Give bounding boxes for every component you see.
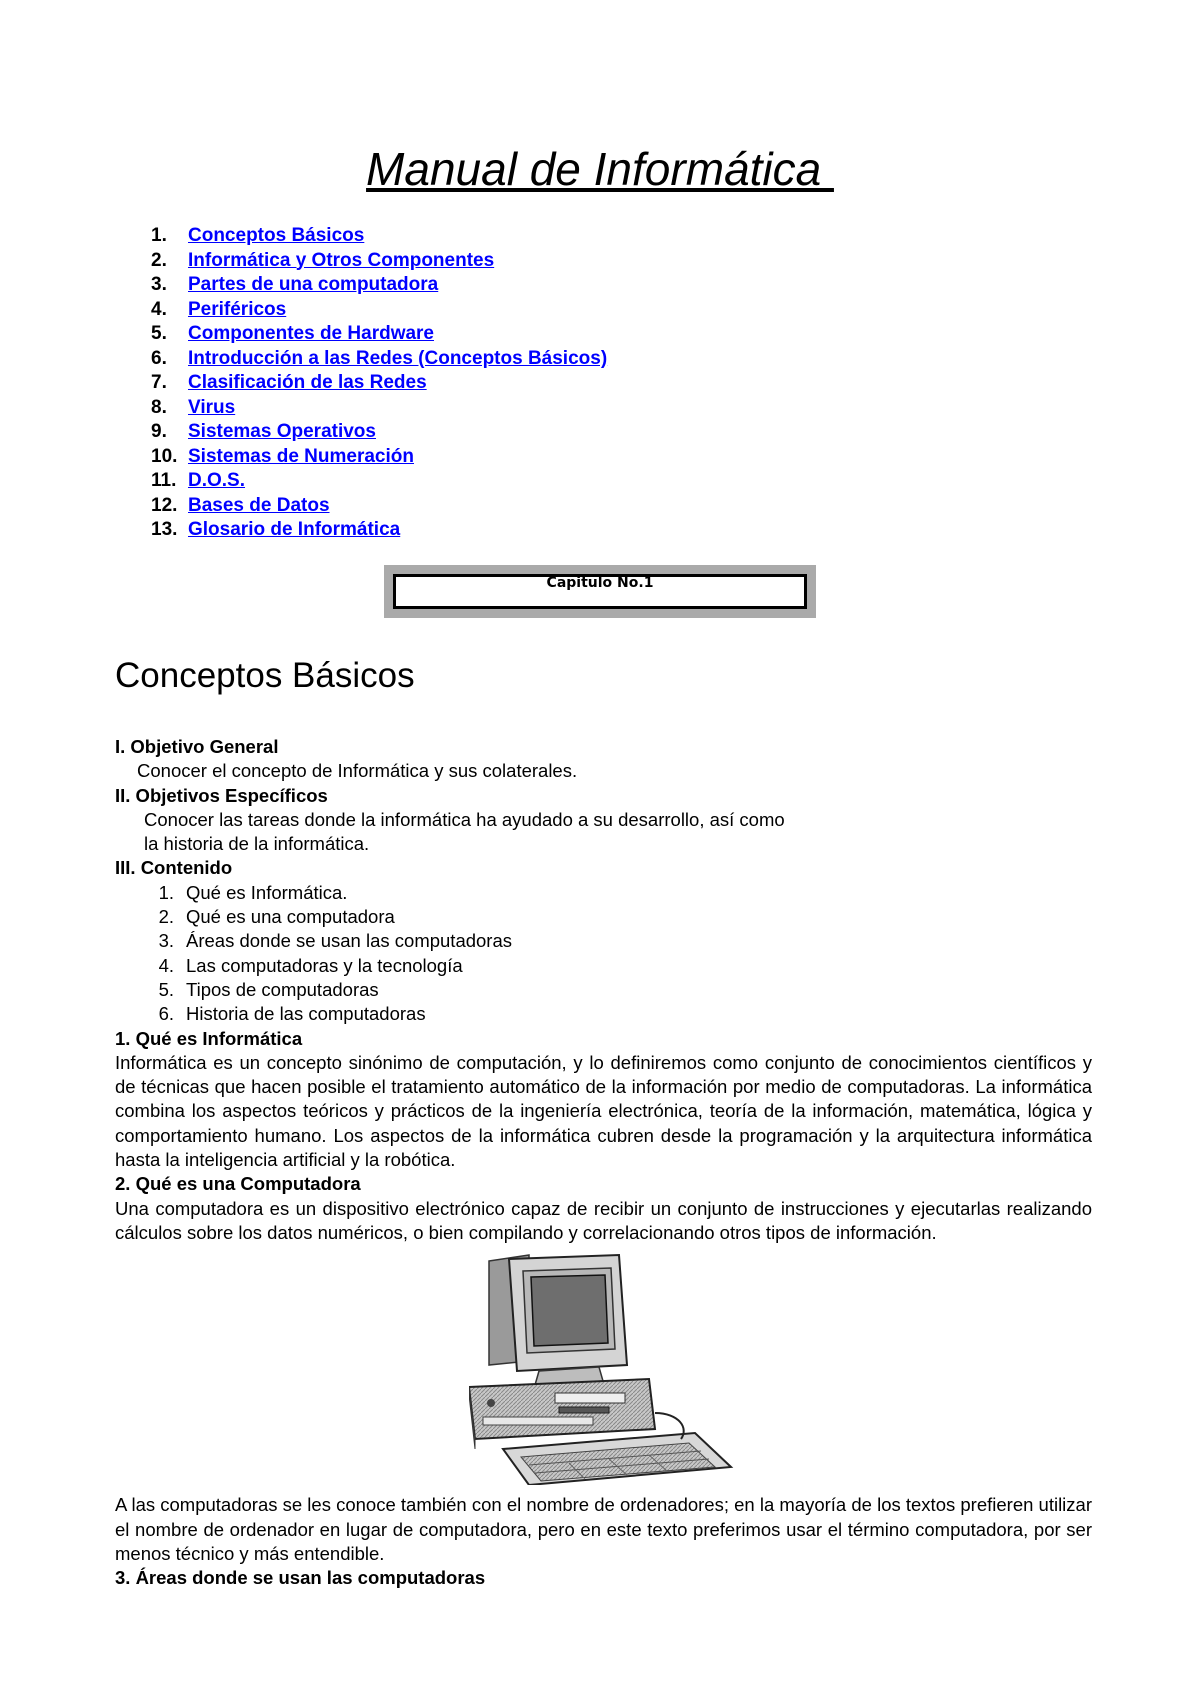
toc-link-virus[interactable]: Virus xyxy=(188,396,236,418)
toc-link-componentes-hardware[interactable]: Componentes de Hardware xyxy=(188,323,434,344)
chapter-frame-inner xyxy=(393,574,807,609)
toc-number: 5. xyxy=(151,323,167,344)
toc-item xyxy=(151,224,607,249)
toc-number: 1. xyxy=(151,225,167,246)
toc-number: 10. xyxy=(151,445,178,467)
toc-number: 2. xyxy=(151,249,167,271)
toc-number: 6. xyxy=(151,347,167,369)
section-2-paragraph: Una computadora es un dispositivo electrónico capaz de recibir un conjunto de instrucciones y ejecutarlas realizando cálculos sobre los datos numéricos, o bien compilando y correlacionando otros tipos de información. xyxy=(115,1197,1092,1243)
toc-link-clasificacion-redes[interactable]: Clasificación de las Redes xyxy=(188,372,427,393)
toc-link-informatica-componentes[interactable]: Informática y Otros Componentes xyxy=(188,249,495,271)
document-body xyxy=(115,735,1092,1590)
section-1-paragraph: Informática es un concepto sinónimo de computación, y lo definiremos como conjunto de conocimientos científicos y de técnicas que hacen posible el tratamiento automático de la información por medio de computadoras. La informática combina los aspectos teóricos y prácticos de la ingeniería electrónica, teoría de la información, matemática, lógica y comportamiento humano. Los aspectos de la informática cubren desde la programación y la arquitectura informática hasta la inteligencia artificial y la robótica. xyxy=(115,1051,1092,1171)
toc-number: 9. xyxy=(151,421,167,442)
toc-link-glosario[interactable]: Glosario de Informática xyxy=(188,519,401,540)
objetivo-general-heading: I. Objetivo General xyxy=(115,736,279,757)
toc-item xyxy=(151,322,607,347)
toc-item xyxy=(151,249,607,274)
list-number: 6. xyxy=(158,1003,174,1025)
toc-item xyxy=(151,347,607,372)
objetivos-especificos-line: Conocer las tareas donde la informática ha ayudado a su desarrollo, así como xyxy=(144,808,785,830)
toc-link-perifericos[interactable]: Periféricos xyxy=(188,298,287,320)
list-item xyxy=(143,1002,1092,1026)
toc-item xyxy=(151,445,607,470)
toc-item xyxy=(151,469,607,494)
objetivos-especificos-line: la historia de la informática. xyxy=(144,833,370,855)
chapter-label: Capitulo No.1 xyxy=(546,575,654,591)
list-text: Qué es Informática. xyxy=(186,881,348,903)
toc-number: 13. xyxy=(151,519,178,540)
list-text: Las computadoras y la tecnología xyxy=(186,954,463,976)
list-text: Historia de las computadoras xyxy=(186,1003,426,1025)
toc-link-conceptos-basicos[interactable]: Conceptos Básicos xyxy=(188,225,365,246)
list-text: Tipos de computadoras xyxy=(186,978,379,1000)
toc-item xyxy=(151,371,607,396)
list-number: 2. xyxy=(158,906,174,928)
toc-link-introduccion-redes[interactable]: Introducción a las Redes (Conceptos Básicos) xyxy=(188,347,608,369)
toc-item xyxy=(151,518,607,543)
toc-number: 7. xyxy=(151,372,167,393)
toc-number: 12. xyxy=(151,494,178,516)
toc-number: 3. xyxy=(151,274,167,295)
list-number: 4. xyxy=(158,954,174,976)
contenido-list xyxy=(115,881,1092,1027)
section-heading: Conceptos Básicos xyxy=(115,656,415,695)
list-text: Áreas donde se usan las computadoras xyxy=(186,930,513,952)
table-of-contents xyxy=(151,224,607,543)
objetivos-especificos-heading: II. Objetivos Específicos xyxy=(115,784,328,806)
toc-link-sistemas-numeracion[interactable]: Sistemas de Numeración xyxy=(188,445,414,467)
toc-link-partes-computadora[interactable]: Partes de una computadora xyxy=(188,274,439,295)
desktop-computer-illustration-icon xyxy=(469,1253,739,1485)
chapter-frame xyxy=(384,565,816,618)
section-3-heading: 3. Áreas donde se usan las computadoras xyxy=(115,1567,486,1589)
toc-link-sistemas-operativos[interactable]: Sistemas Operativos xyxy=(188,421,376,442)
list-number: 5. xyxy=(158,978,174,1000)
objetivo-general-text: Conocer el concepto de Informática y sus colaterales. xyxy=(137,760,578,782)
toc-item xyxy=(151,273,607,298)
toc-item xyxy=(151,396,607,421)
list-item xyxy=(143,978,1092,1002)
toc-number: 11. xyxy=(151,470,177,491)
toc-item xyxy=(151,494,607,519)
section-2-heading: 2. Qué es una Computadora xyxy=(115,1173,361,1195)
list-item xyxy=(143,954,1092,978)
list-item xyxy=(143,929,1092,953)
list-item xyxy=(143,881,1092,905)
contenido-heading: III. Contenido xyxy=(115,857,233,879)
computer-figure xyxy=(115,1245,1092,1493)
document-title: Manual de Informática xyxy=(366,143,834,195)
section-2-paragraph-continued: A las computadoras se les conoce también con el nombre de ordenadores; en la mayoría de los textos prefieren utilizar el nombre de ordenador en lugar de computadora, pero en este texto preferimos usar el término computadora, por ser menos técnico y más entendible. xyxy=(115,1494,1092,1564)
list-number: 1. xyxy=(158,881,174,903)
toc-number: 8. xyxy=(151,396,167,418)
toc-item xyxy=(151,298,607,323)
toc-link-bases-datos[interactable]: Bases de Datos xyxy=(188,494,330,516)
toc-link-dos[interactable]: D.O.S. xyxy=(188,470,246,491)
toc-item xyxy=(151,420,607,445)
toc-number: 4. xyxy=(151,298,167,320)
list-item xyxy=(143,905,1092,929)
list-number: 3. xyxy=(158,930,174,952)
section-1-heading: 1. Qué es Informática xyxy=(115,1027,303,1049)
list-text: Qué es una computadora xyxy=(186,906,395,928)
